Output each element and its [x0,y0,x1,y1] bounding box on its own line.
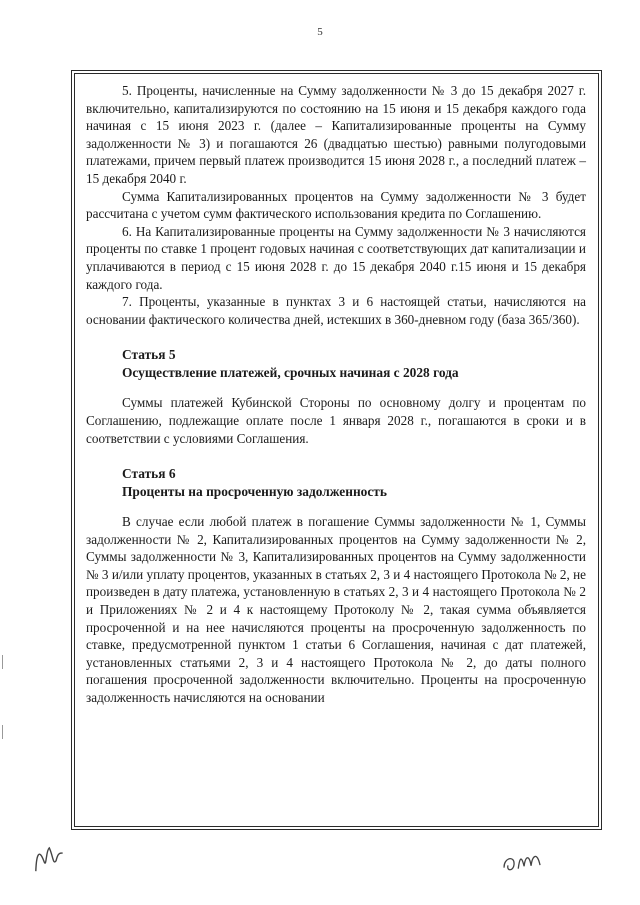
page-number: 5 [317,26,323,38]
paragraph-5: 5. Проценты, начисленные на Сумму задолженности № 3 до 15 декабря 2027 г. включительно, капитализируются по состоянию на 15 июня и 15 декабря каждого года начиная с 15 июня 2023 г. (далее – Капитализированные проценты на Сумму задолженности № 3) и погашаются 26 (двадцатью шестью) равными полугодовыми платежами, причем первый платеж производится 15 июня 2028 г., а последний платеж – 15 декабря 2040 г. [86,83,586,186]
document-body [86,82,586,707]
margin-mark [2,725,3,739]
article-5-title: Осуществление платежей, срочных начиная с 2028 года [122,365,459,381]
article-6-title: Проценты на просроченную задолженность [122,484,387,500]
article-6-number: Статья 6 [122,466,176,482]
paragraph-7: 7. Проценты, указанные в пунктах 3 и 6 настоящей статьи, начисляются на основании фактического количества дней, истекших в 360-дневном году (база 365/360). [86,294,586,327]
signature-left-glyph [26,838,72,878]
article-5-paragraph: Суммы платежей Кубинской Стороны по основному долгу и процентам по Соглашению, подлежащие оплате после 1 января 2028 г., погашаются в сроки и в соответствии с условиями Соглашения. [86,395,586,446]
margin-mark [2,655,3,669]
signature-right-glyph [499,846,557,878]
paragraph-6: 6. На Капитализированные проценты на Сумму задолженности № 3 начисляются проценты по ставке 1 процент годовых начиная с соответствующих дат капитализации и уплачиваются в период с 15 июня 2028 г. до 15 декабря 2040 г.15 июня и 15 декабря каждого года. [86,223,586,292]
article-6-paragraph: В случае если любой платеж в погашение Суммы задолженности № 1, Суммы задолженности № 2, Капитализированных процентов на Сумму задолженности № 2, Суммы задолженности № 3, Капитализированных процентов на Сумму задолженности № 3 и/или уплату процентов, указанных в статьях 2, 3 и 4 настоящего Протокола № 2, не произведен в дату платежа, установленную в статьях 2, 3 и 4 настоящего Протокола № 2 и Приложениях № 2 и 4 к настоящему Протоколу № 2, такая сумма объявляется просроченной и на нее начисляются проценты на просроченную задолженность по ставке, предусмотренной пунктом 1 статьи 6 Соглашения, начиная с дат платежей, установленных статьями 2, 3 и 4 настоящего Протокола № 2, до даты полного погашения просроченной задолженности включительно. Проценты на просроченную задолженность начисляются на основании [86,514,586,706]
paragraph-capitalized-sum: Сумма Капитализированных процентов на Сумму задолженности № 3 будет рассчитана с учетом сумм фактического использования кредита по Соглашению. [86,188,586,222]
article-5-number: Статья 5 [122,347,176,363]
signature-left [26,838,73,883]
signature-right [499,846,557,884]
